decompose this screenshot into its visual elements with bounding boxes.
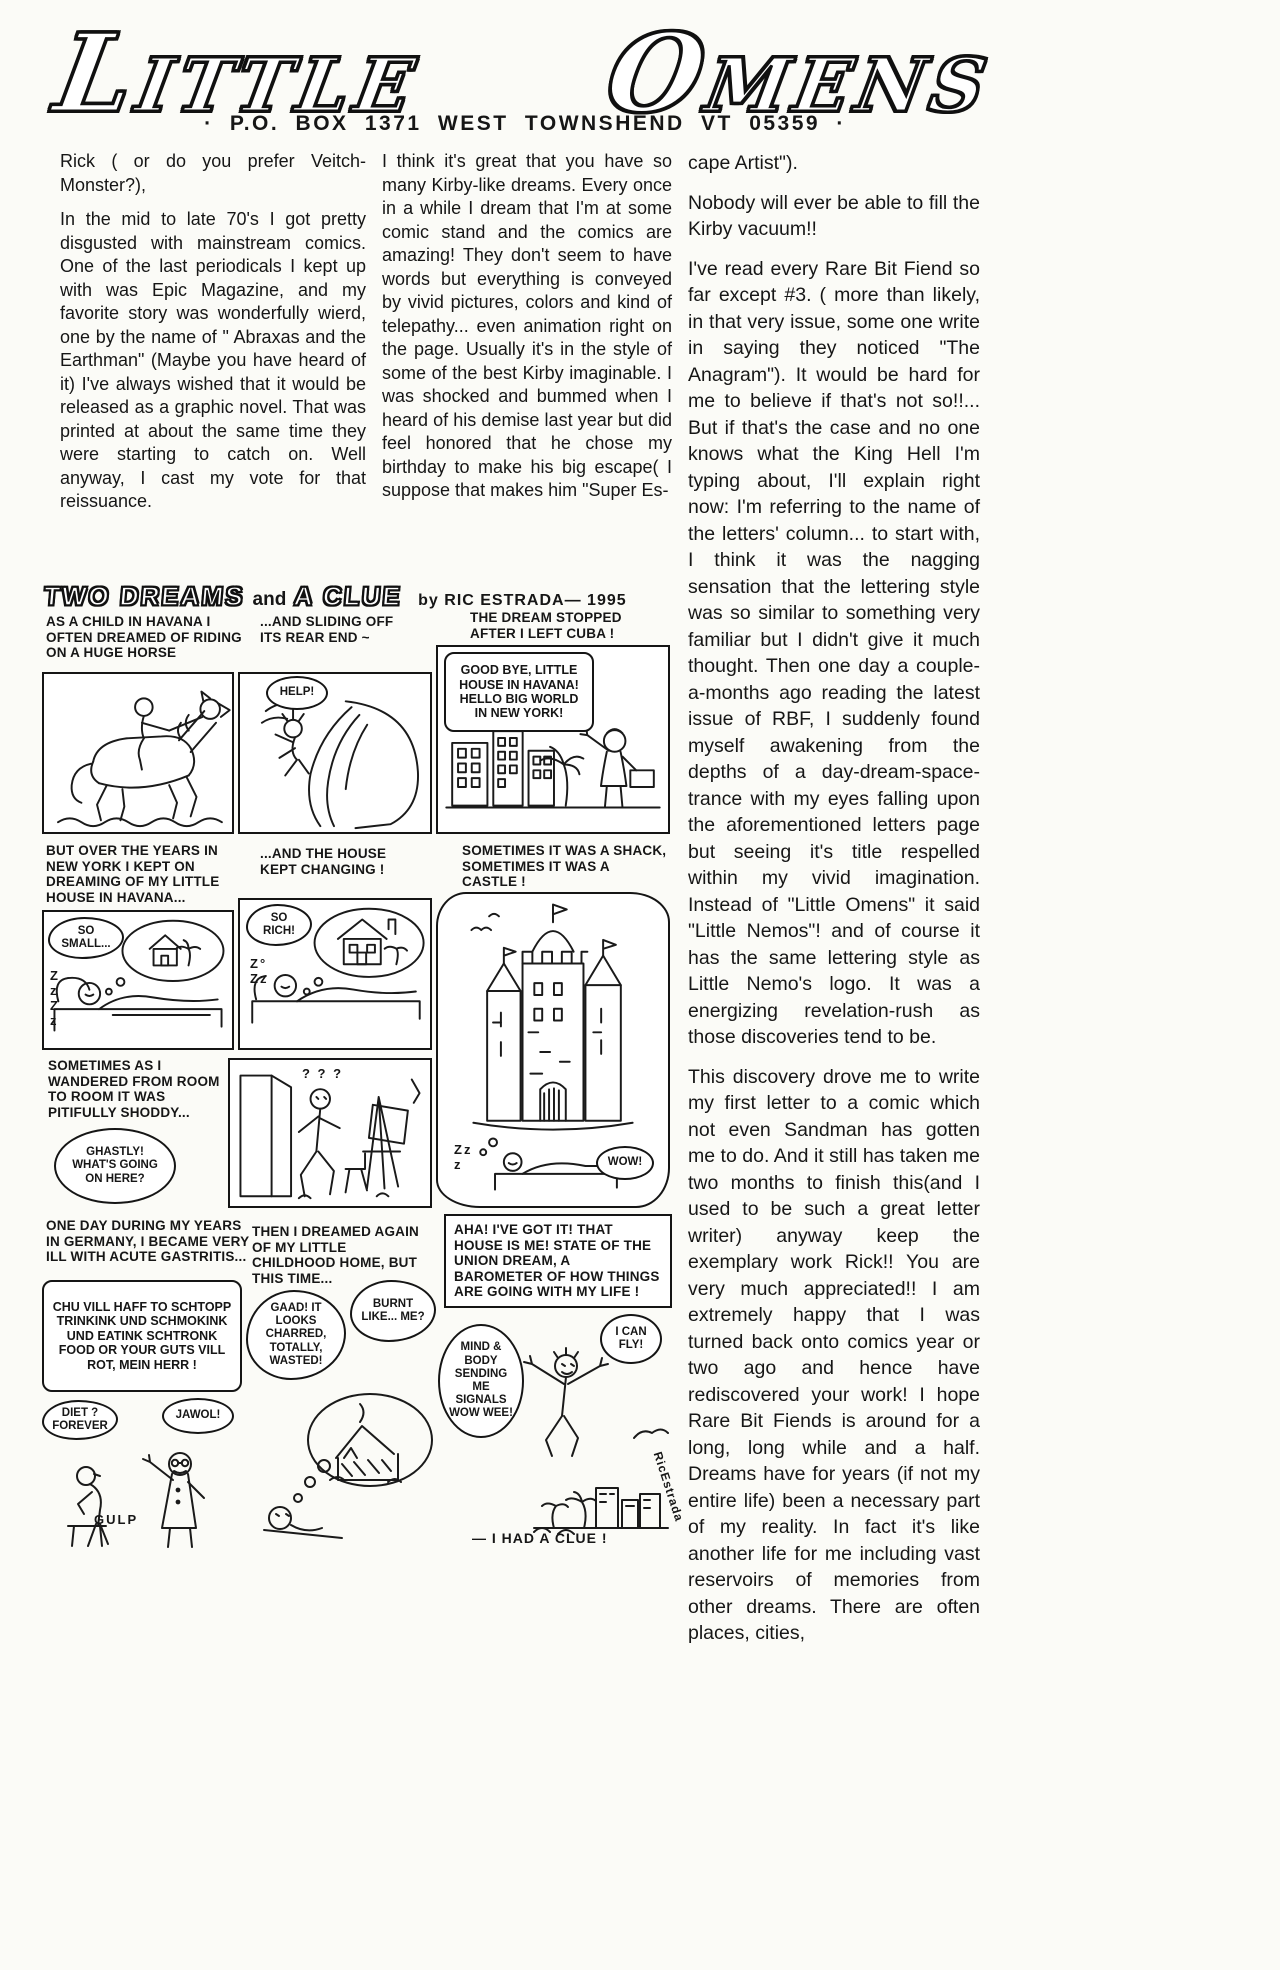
panel-i-can-fly	[438, 1310, 687, 1550]
letter-paragraph: I think it's great that you have so many Kirby-like dreams. Every once in a while I dream that I'm at some comic stand and the comics are amazing! They don't seem to have words but everything is conveyed by vivid pictures, colors and kind of telepathy... even animation right on the page. Usually it's in the style of some of the best Kirby imaginable. I was shocked and bummed when I heard of his demise last year but did feel honored that he chose my birthday to make his big escape( I suppose that makes him "Super Es-	[382, 151, 672, 500]
panel-8-caption: ONE DAY DURING MY YEARS IN GERMANY, I BECAME VERY ILL WITH ACUTE GASTRITIS...	[46, 1218, 250, 1265]
letter-paragraph: cape Artist").	[688, 152, 798, 174]
panel-2-caption: ...AND SLIDING OFF ITS REAR END ~	[260, 614, 394, 645]
letter-paragraph: I've read every Rare Bit Fiend so far except #3. ( more than likely, in that very issue, some one write in saying they noticed "The Anagram"). It would be hard for me to believe if that's not so!!... But if that's the case and no one knows what the King Hell I'm typing about, I'll explain right now: I'm referring to the name of the letters' column... to start with, I think it was the nagging sensation that the lettering style was so similar to something very familiar but I didn't give it much thought. Then one day a couple-a-months ago reading the latest issue of RBF, I suddenly found myself awakening from the depths of a day-dream-space-trance with my eyes falling upon the aforementioned letters page but seeing it's title respelled within my vivid imagination. Instead of "Little Omens" it said "Little Nemos"! and of course it has the same lettering style as Little Nemo's logo. It was a energizing revelation-rush as those discoveries tend to be.	[688, 257, 980, 1048]
jawol-speech-bubble: JAWOL!	[162, 1398, 234, 1434]
panel-doctor	[42, 1280, 244, 1548]
masthead-title-omens: OMENS	[597, 11, 998, 137]
masthead-address: · P.O. BOX 1371 WEST TOWNSHEND VT 05359 ·	[204, 112, 846, 135]
letter-column-1	[60, 150, 366, 525]
panel-9-caption: THEN I DREAMED AGAIN OF MY LITTLE CHILDHOOD HOME, BUT THIS TIME...	[252, 1224, 420, 1286]
panel-3-caption: THE DREAM STOPPED AFTER I LEFT CUBA !	[470, 610, 622, 641]
sleep-zzz: Zz z	[454, 1142, 473, 1172]
panel-dream-rich-house	[238, 898, 432, 1050]
gulp-sfx: GULP	[94, 1512, 139, 1527]
artist-signature: RicEstrada	[650, 1450, 687, 1524]
help-speech-bubble: HELP!	[266, 676, 328, 710]
letter-paragraph: Nobody will ever be able to fill the Kirby vacuum!!	[688, 191, 980, 240]
horse-and-rider-drawing	[44, 674, 232, 832]
panel-10-caption: AHA! I'VE GOT IT! THAT HOUSE IS ME! STATE OF THE UNION DREAM, A BAROMETER OF HOW THINGS ARE GOING WITH MY LIFE !	[444, 1214, 672, 1308]
shoddy-room-drawing	[230, 1060, 430, 1206]
so-rich-thought-bubble: SO RICH!	[246, 904, 312, 946]
doctor-speech-bubble: CHU VILL HAFF TO SCHTOPP TRINKINK UND SCHMOKINK UND EATINK SCHTRONK FOOD OR YOUR GUTS VILL ROT, MEIN HERR !	[42, 1280, 242, 1392]
i-can-fly-speech-bubble: I CAN FLY!	[600, 1314, 662, 1364]
panel-1-caption: AS A CHILD IN HAVANA I OFTEN DREAMED OF RIDING ON A HUGE HORSE	[46, 614, 242, 661]
burnt-like-me-thought-bubble: BURNT LIKE... ME?	[350, 1280, 436, 1342]
sleep-zzz: Z z Z z	[50, 968, 60, 1028]
wow-speech-bubble: WOW!	[596, 1146, 654, 1180]
panel-6-caption: SOMETIMES IT WAS A SHACK, SOMETIMES IT WAS A CASTLE !	[462, 843, 667, 890]
sleep-zzz: Z° Zz	[250, 956, 269, 986]
panel-castle-dream	[436, 892, 670, 1208]
panel-shoddy-room	[228, 1058, 432, 1208]
panel-goodbye-cuba	[436, 645, 670, 834]
so-small-thought-bubble: SO SMALL...	[48, 917, 124, 959]
comic-logo-two-dreams: TWO DREAMS	[42, 581, 246, 611]
comic-byline: by RIC ESTRADA— 1995	[418, 592, 627, 609]
diet-thought-bubble: DIET ? FOREVER	[42, 1400, 118, 1440]
letter-paragraph: In the mid to late 70's I got pretty disgusted with mainstream comics. One of the last periodicals I kept up with was Epic Magazine, and my favorite story was wonderfully wierd, one by the name of " Abraxas and the Earthman" (Maybe you have heard of it) I've always wished that it would be released as a graphic novel. That was printed at about the same time they were starting to catch on. Well anyway, I cast my vote for that reissuance.	[60, 209, 366, 511]
letter-column-3	[688, 150, 980, 1660]
ghastly-speech-bubble: GHASTLY! WHAT'S GOING ON HERE?	[54, 1128, 176, 1204]
comic-logo-and: and	[252, 589, 287, 610]
burnt-house-dream-drawing	[246, 1376, 438, 1548]
letter-paragraph: This discovery drove me to write my first letter to a comic which not even Sandman has gotten me to do. And it still has taken me two months to finish this(and I used to be such a great letter writer) anyway keep the exemplary work Rick!! You are very much appreciated!! I am extremely happy that I was turned back onto comics year or two ago and hence have rediscovered your work! I hope Rare Bit Fiends is around for a long, long while and a half. Dreams have for years (if not my entire life) been a necessary part of my reality. In fact it's like another life for me including vast reservoirs of memories from other dreams. There are often places, cities,	[688, 1065, 980, 1644]
goodbye-speech-bubble: GOOD BYE, LITTLE HOUSE IN HAVANA! HELLO BIG WORLD IN NEW YORK!	[444, 652, 594, 732]
panel-4-caption: BUT OVER THE YEARS IN NEW YORK I KEPT ON DREAMING OF MY LITTLE HOUSE IN HAVANA...	[46, 843, 220, 905]
panel-dream-small-house	[42, 910, 234, 1050]
panel-burnt-house	[246, 1280, 438, 1548]
gaad-thought-bubble: GAAD! IT LOOKS CHARRED, TOTALLY, WASTED!	[246, 1290, 346, 1380]
mind-body-speech-bubble: MIND & BODY SENDING ME SIGNALS WOW WEE!	[438, 1324, 524, 1438]
i-had-a-clue-tagline: — I HAD A CLUE !	[472, 1530, 608, 1546]
letter-salutation: Rick ( or do you prefer Veitch-Monster?),	[60, 151, 366, 195]
letter-column-2	[382, 150, 672, 514]
panel-horse	[42, 672, 234, 834]
comic-strip-title	[44, 581, 674, 612]
comic-logo-a-clue: A CLUE	[293, 581, 404, 611]
question-marks-sfx: ? ? ?	[302, 1066, 344, 1081]
panel-sliding-off	[238, 672, 432, 834]
masthead-title-little: LITTLE	[46, 11, 426, 137]
panel-7-caption: SOMETIMES AS I WANDERED FROM ROOM TO ROOM IT WAS PITIFULLY SHODDY...	[48, 1058, 220, 1120]
doctor-patient-drawing	[42, 1430, 244, 1548]
panel-5-caption: ...AND THE HOUSE KEPT CHANGING !	[260, 846, 387, 877]
